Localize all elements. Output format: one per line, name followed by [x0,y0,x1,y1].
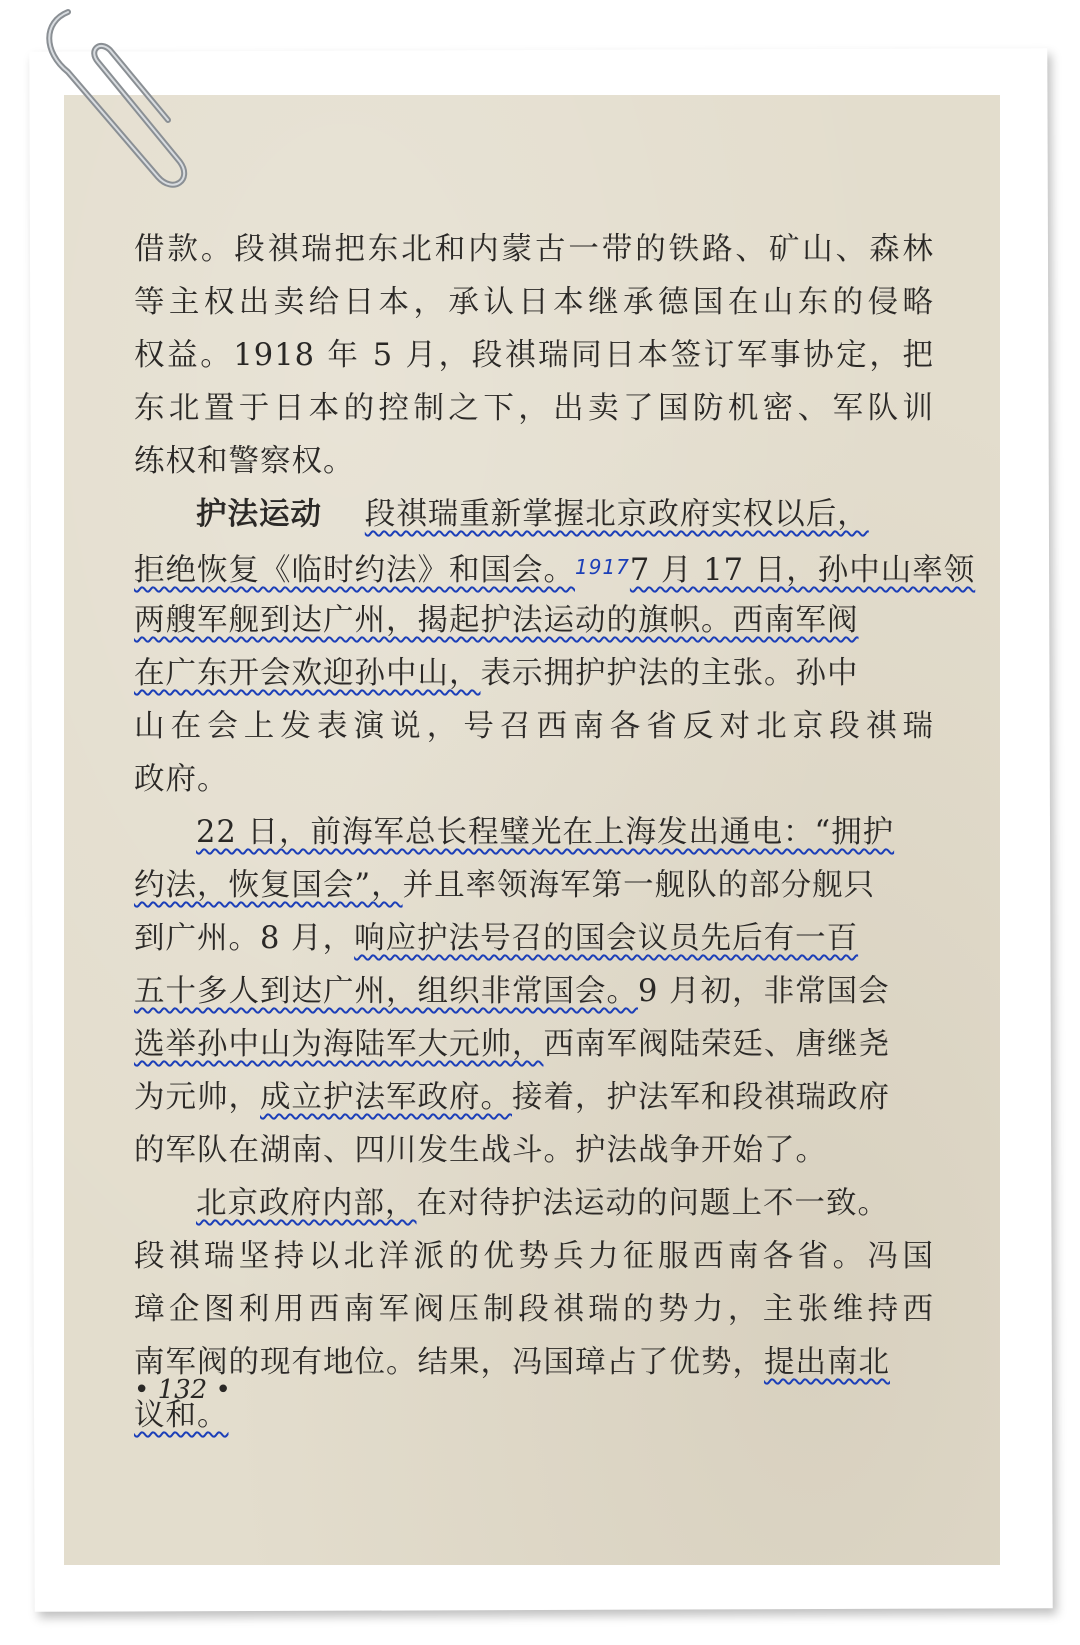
text-line: 政府。 [134,762,229,797]
underlined-text: 两艘军舰到达广州，揭起护法运动的旗帜。西南军阀 [134,603,859,638]
text-line [134,541,976,594]
text-line: 借款。段祺瑞把东北和内蒙古一带的铁路、矿山、森林 [134,232,934,267]
paperclip-icon [28,2,188,202]
text-line [134,1336,934,1389]
handwritten-annotation: 1917 [575,555,630,579]
section-heading: 护法运动 [196,496,322,532]
underlined-text: 响应护法号召的国会议员先后有一百 [354,921,859,956]
text-line [134,859,934,912]
underlined-text: 北京政府内部， [196,1186,417,1221]
underlined-text: 约法，恢复国会”， [134,868,403,903]
text-line [134,1071,934,1124]
text-span: 西南军阀陆荣廷、唐继尧 [543,1027,890,1062]
book-page [64,95,1000,1565]
paragraph-3 [134,806,934,1177]
text-line [134,912,934,965]
paragraph-1 [134,223,934,488]
text-span: 接着，护法军和段祺瑞政府 [512,1080,890,1115]
text-line: 的军队在湖南、四川发生战斗。护法战争开始了。 [134,1133,827,1168]
paragraph-4 [134,1177,934,1442]
text-span: 并且率领海军第一舰队的部分舰只 [402,868,876,903]
underlined-text: 22 日，前海军总长程璧光在上海发出通电：“拥护 [196,815,895,850]
text-span: 在对待护法运动的问题上不一致。 [416,1186,889,1221]
text-line: 练权和警察权。 [134,444,355,479]
text-line [134,647,934,700]
text-line: 段祺瑞坚持以北洋派的优势兵力征服西南各省。冯国 [134,1239,934,1274]
underlined-text: 提出南北 [764,1345,890,1380]
underlined-text: 选举孙中山为海陆军大元帅， [134,1027,544,1062]
underlined-text: 7 月 17 日，孙中山率领 [629,553,976,588]
text-line [134,1018,934,1071]
text-line [134,965,934,1018]
text-span: 表示拥护护法的主张。孙中 [480,656,859,691]
text-span: 到广州。8 月， [134,921,355,956]
underlined-text: 在广东开会欢迎孙中山， [134,656,481,691]
text-line: 东北置于日本的控制之下，出卖了国防机密、军队训 [134,391,934,426]
text-line [134,1389,934,1442]
underlined-text: 议和。 [134,1398,229,1433]
page-number: • 132 • [134,1375,231,1405]
body-text [134,223,976,1442]
text-line [134,1177,934,1230]
text-line: 权益。1918 年 5 月，段祺瑞同日本签订军事协定，把 [134,338,934,373]
text-span: 为元帅， [134,1080,260,1115]
underlined-text: 成立护法军政府。 [260,1080,512,1115]
underlined-text: 段祺瑞重新掌握北京政府实权以后， [364,497,869,532]
text-span: 南军阀的现有地位。结果，冯国璋占了优势， [134,1345,764,1380]
underlined-text: 五十多人到达广州，组织非常国会。 [134,974,638,1009]
text-line [134,488,934,541]
paragraph-2 [134,488,976,806]
text-line: 璋企图利用西南军阀压制段祺瑞的势力，主张维持西 [134,1292,934,1327]
text-line: 山在会上发表演说，号召西南各省反对北京段祺瑞 [134,709,934,744]
text-line: 等主权出卖给日本，承认日本继承德国在山东的侵略 [134,285,934,320]
underlined-text: 拒绝恢复《临时约法》和国会。 [134,553,575,588]
text-span: 9 月初，非常国会 [638,974,890,1009]
